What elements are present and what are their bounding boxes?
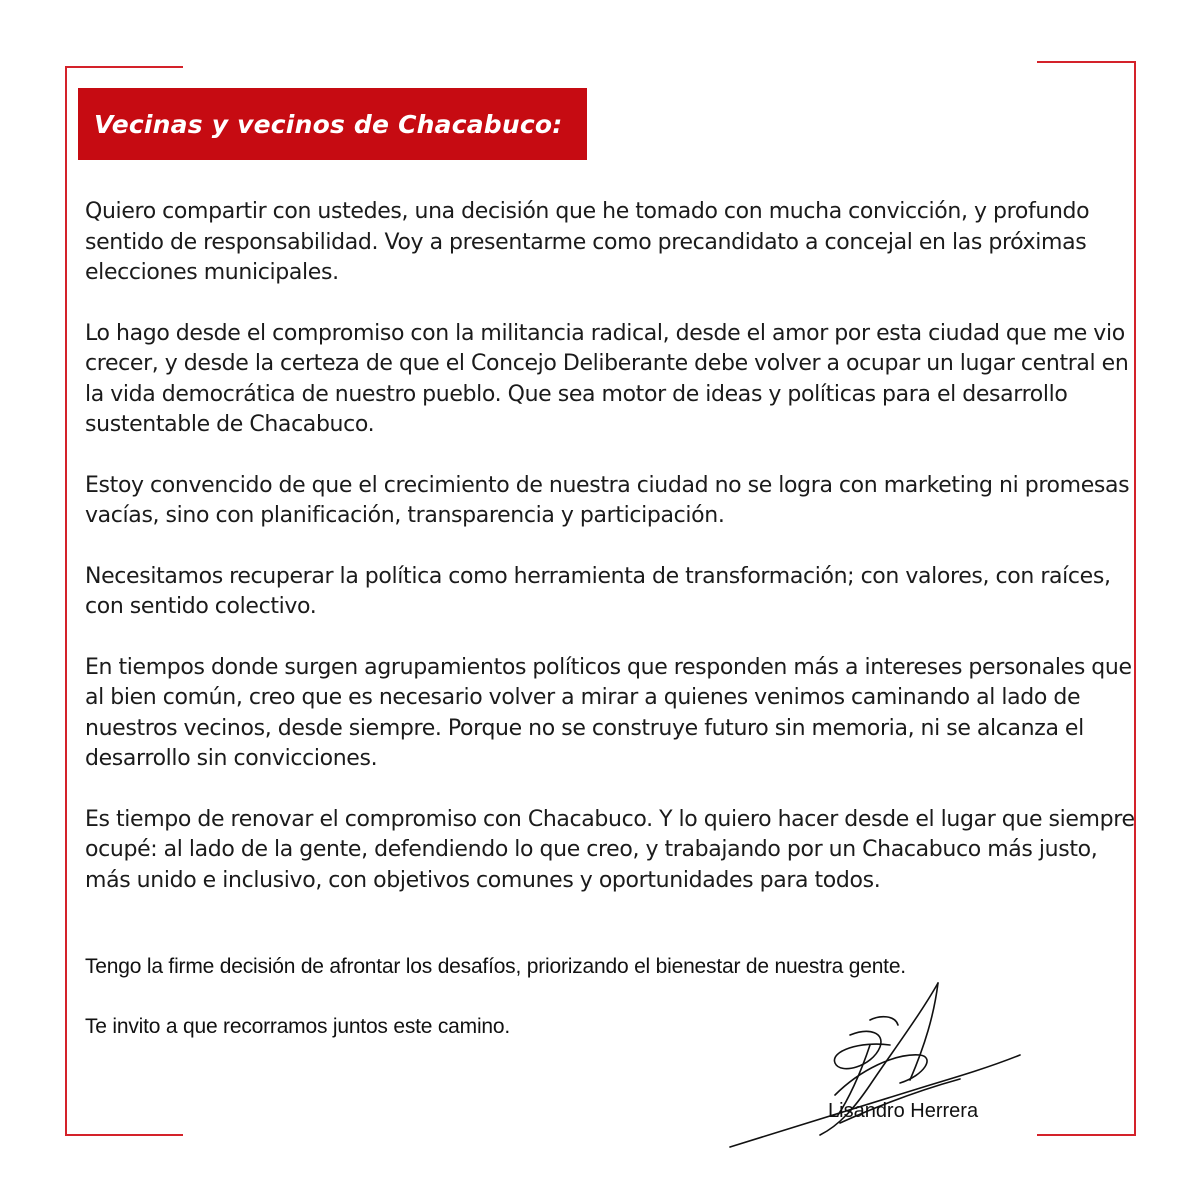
- letter-salutation: Vecinas y vecinos de Chacabuco:: [94, 109, 563, 139]
- frame-top-left-horizontal: [65, 66, 183, 68]
- paragraph-3: Estoy convencido de que el crecimiento de nuestra ciudad no se logra con marketing ni promesas vacías, sino con planificación, transparencia y participación.: [85, 472, 1130, 528]
- frame-top-right-horizontal: [1037, 61, 1136, 63]
- signer-name: Lisandro Herrera: [828, 1100, 979, 1122]
- paragraph-1: Quiero compartir con ustedes, una decisión que he tomado con mucha convicción, y profundo sentido de responsabilidad. Voy a presentarme como precandidato a concejal en las próximas elecciones municipales.: [85, 199, 1090, 285]
- frame-bottom-right-horizontal: [1037, 1134, 1136, 1136]
- header-banner: [78, 88, 587, 160]
- handwritten-signature-icon: [720, 975, 1040, 1160]
- paragraph-2: Lo hago desde el compromiso con la militancia radical, desde el amor por esta ciudad que me vio crecer, y desde la certeza de que el Concejo Deliberante debe volver a ocupar un lugar central en la vida democrática de nuestro pueblo. Que sea motor de ideas y políticas para el desarrollo sustentable de Chacabuco.: [85, 320, 1129, 437]
- signature-block: [720, 975, 1040, 1160]
- closing-line-2: Te invito a que recorramos juntos este camino.: [85, 1015, 511, 1038]
- closing-line-1: Tengo la firme decisión de afrontar los desafíos, priorizando el bienestar de nuestra gente.: [85, 955, 906, 978]
- paragraph-6: Es tiempo de renovar el compromiso con Chacabuco. Y lo quiero hacer desde el lugar que siempre ocupé: al lado de la gente, defendiendo lo que creo, y trabajando por un Chacabuco más justo, más unido e inclusivo, con objetivos comunes y oportunidades para todos.: [85, 806, 1135, 893]
- paragraph-4: Necesitamos recuperar la política como herramienta de transformación; con valores, con raíces, con sentido colectivo.: [85, 563, 1111, 619]
- letter-body: [85, 197, 1145, 926]
- frame-bottom-left-horizontal: [65, 1134, 183, 1136]
- frame-top-left-vertical: [65, 66, 67, 1136]
- paragraph-5: En tiempos donde surgen agrupamientos políticos que responden más a intereses personales que al bien común, creo que es necesario volver a mirar a quienes venimos caminando al lado de nuestros vecinos, desde siempre. Porque no se construye futuro sin memoria, ni se alcanza el desarrollo sin convicciones.: [85, 654, 1132, 771]
